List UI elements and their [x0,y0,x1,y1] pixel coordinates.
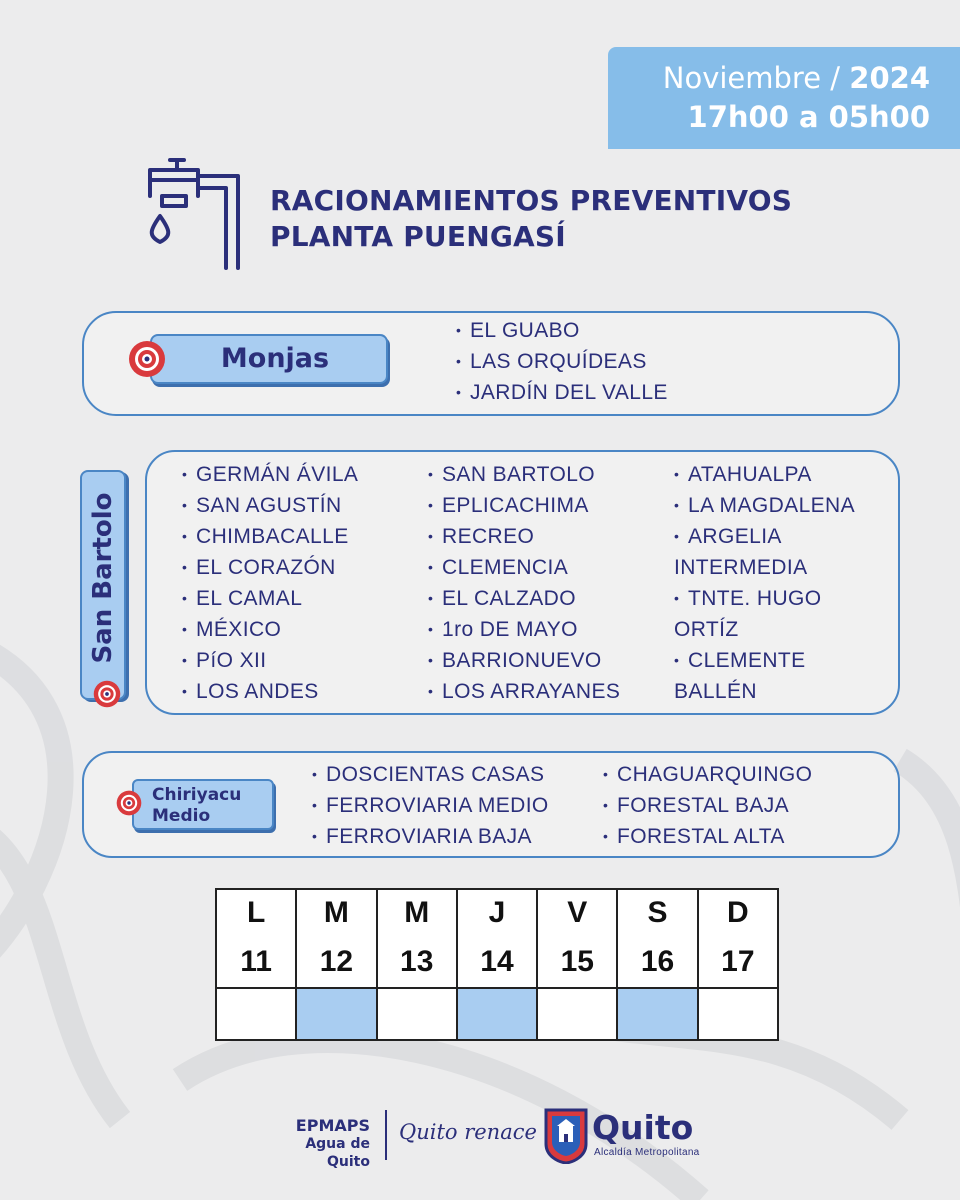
barrio-list-san-bartolo-col3 [674,459,855,707]
list-item: • EL CALZADO [428,587,576,610]
footer-divider [385,1110,387,1160]
list-item: • CLEMENTE [674,649,806,672]
mark-cell-rationing [296,988,376,1040]
list-item: • CLEMENCIA [428,556,569,579]
weekday-cell: M [296,889,376,936]
water-tap-icon [140,150,250,274]
list-item: • CHIMBACALLE [182,525,349,548]
list-item: • FORESTAL BAJA [603,794,790,817]
date-cell: 15 [537,936,617,988]
quito-crest-logo [544,1108,588,1164]
mark-cell-rationing [457,988,537,1040]
barrio-list-chiriyacu-col2 [603,759,812,852]
weekday-cell: L [216,889,296,936]
calendar-mark-row [216,988,778,1040]
date-separator: / [830,61,841,95]
list-item: • 1ro DE MAYO [428,618,578,641]
mark-cell-rationing [617,988,697,1040]
list-item: • FERROVIARIA MEDIO [312,794,549,817]
weekday-cell: S [617,889,697,936]
mark-cell [537,988,617,1040]
epmaps-logo [270,1117,370,1171]
list-item: • EL GUABO [456,319,580,342]
list-item: • LOS ARRAYANES [428,680,621,703]
barrio-list-chiriyacu-col1 [312,759,549,852]
list-item: • LA MAGDALENA [674,494,856,517]
list-item: BALLÉN [674,680,757,703]
list-item: • RECREO [428,525,535,548]
month-label: Noviembre [662,61,822,95]
list-item: • SAN BARTOLO [428,463,596,486]
date-month-year [608,59,930,97]
sector-label-san-bartolo: San Bartolo [88,492,118,664]
epmaps-subtitle: Agua de Quito [305,1136,370,1170]
list-item: • GERMÁN ÁVILA [182,463,359,486]
list-item: • CHAGUARQUINGO [603,763,813,786]
list-item: • TNTE. HUGO [674,587,822,610]
list-item: • BARRIONUEVO [428,649,602,672]
year-label: 2024 [849,61,930,95]
date-cell: 14 [457,936,537,988]
list-item: • ATAHUALPA [674,463,812,486]
calendar-weekday-row [216,889,778,936]
schedule-hours: 17h00 a 05h00 [687,100,930,134]
list-item: • EL CORAZÓN [182,556,336,579]
list-item: • SAN AGUSTÍN [182,494,342,517]
page-title [270,183,910,255]
quito-wordmark: Quito [592,1108,694,1147]
target-icon [128,340,166,378]
epmaps-name: EPMAPS [295,1116,370,1135]
title-line-2: PLANTA PUENGASÍ [270,220,566,253]
list-item: • FERROVIARIA BAJA [312,825,532,848]
calendar-date-row [216,936,778,988]
list-item: • LAS ORQUÍDEAS [456,350,647,373]
list-item: • MÉXICO [182,618,282,641]
list-item: • JARDÍN DEL VALLE [456,381,668,404]
mark-cell [216,988,296,1040]
barrio-list-monjas [456,315,668,408]
weekday-cell: M [377,889,457,936]
list-item: ORTÍZ [674,618,739,641]
rationing-calendar [215,888,779,1041]
date-cell: 12 [296,936,376,988]
list-item: • EPLICACHIMA [428,494,589,517]
weekday-cell: J [457,889,537,936]
date-cell: 16 [617,936,697,988]
list-item: • DOSCIENTAS CASAS [312,763,545,786]
list-item: • FORESTAL ALTA [603,825,785,848]
mark-cell [698,988,778,1040]
sector-label-monjas: Monjas [150,334,388,384]
barrio-list-san-bartolo-col2 [428,459,620,707]
sector-label-chiriyacu-medio [132,779,274,830]
weekday-cell: V [537,889,617,936]
list-item: • LOS ANDES [182,680,319,703]
sector-label-line-2: Medio [152,806,211,826]
sector-label-line-1: Chiriyacu [152,785,242,805]
barrio-list-san-bartolo-col1 [182,459,358,707]
list-item: • PíO XII [182,649,267,672]
weekday-cell: D [698,889,778,936]
quito-subtitle: Alcaldía Metropolitana [594,1147,700,1158]
list-item: • ARGELIA [674,525,782,548]
date-cell: 11 [216,936,296,988]
date-cell: 17 [698,936,778,988]
list-item: • EL CAMAL [182,587,303,610]
mark-cell [377,988,457,1040]
target-icon [116,790,142,816]
title-line-1: RACIONAMIENTOS PREVENTIVOS [270,184,793,217]
target-icon [93,680,121,708]
date-cell: 13 [377,936,457,988]
date-schedule-box [608,47,960,149]
footer-slogan: Quito renace [399,1120,537,1144]
list-item: INTERMEDIA [674,556,808,579]
